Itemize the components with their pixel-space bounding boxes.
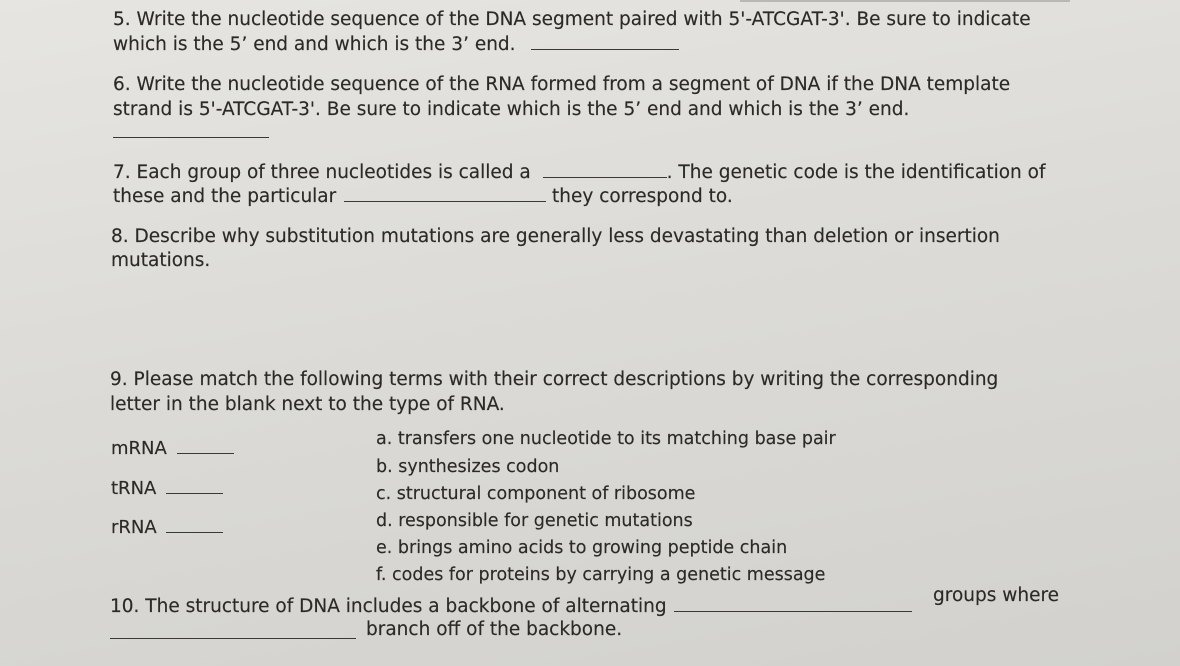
q7-amino-acids-blank[interactable]	[344, 185, 546, 202]
q7-part3: these and the particular	[113, 186, 337, 207]
q5-answer-blank[interactable]	[531, 33, 679, 50]
term-label: rRNA	[111, 517, 157, 538]
q9-line2: letter in the blank next to the type of RNA.	[110, 394, 505, 415]
q7-line2	[113, 185, 733, 208]
q9-term-mrna	[111, 437, 234, 460]
q8-line1: 8. Describe why substitution mutations are generally less devastating than deletion or insertion	[111, 226, 1000, 247]
q9-term-trna	[111, 477, 223, 500]
q10-part2: groups where	[933, 585, 1060, 606]
q10-part3: branch off of the backbone.	[366, 619, 623, 640]
q9-option-a: a. transfers one nucleotide to its matching base pair	[376, 429, 836, 449]
q9-option-b: b. synthesizes codon	[376, 457, 560, 477]
q10-line1	[110, 595, 912, 618]
q10-backbone-blank[interactable]	[674, 595, 912, 612]
q9-option-d: d. responsible for genetic mutations	[376, 511, 693, 531]
q5-line1: 5. Write the nucleotide sequence of the DNA segment paired with 5'-ATCGAT-3'. Be sure to indicate	[113, 9, 1031, 30]
q6-answer-blank[interactable]	[113, 136, 269, 138]
q9-option-e: e. brings amino acids to growing peptide chain	[376, 538, 788, 558]
q10-bases-blank[interactable]	[110, 637, 356, 639]
trna-answer-blank[interactable]	[166, 477, 223, 494]
q7-part4: they correspond to.	[552, 186, 733, 207]
q10-part1: 10. The structure of DNA includes a backbone of alternating	[110, 596, 667, 617]
q9-option-c: c. structural component of ribosome	[376, 484, 696, 504]
page-edge-shadow	[740, 0, 1070, 2]
mrna-answer-blank[interactable]	[177, 437, 234, 454]
term-label: mRNA	[111, 438, 167, 459]
q7-codon-blank[interactable]	[543, 161, 667, 178]
q5-line2-wrap	[113, 33, 679, 56]
q9-term-rrna	[111, 516, 223, 539]
q8-line2: mutations.	[111, 250, 211, 271]
q7-part2: . The genetic code is the identification of	[666, 162, 1046, 183]
q9-option-f: f. codes for proteins by carrying a genetic message	[376, 565, 826, 585]
term-label: tRNA	[111, 478, 157, 499]
q7-line1	[113, 161, 1046, 184]
q7-part1: 7. Each group of three nucleotides is called a	[113, 162, 531, 183]
q9-line1: 9. Please match the following terms with their correct descriptions by writing the corresponding	[110, 369, 999, 390]
rrna-answer-blank[interactable]	[166, 516, 223, 533]
q6-line2: strand is 5'-ATCGAT-3'. Be sure to indicate which is the 5’ end and which is the 3’ end.	[113, 99, 910, 120]
q5-line2: which is the 5’ end and which is the 3’ end.	[113, 34, 516, 55]
q6-line1: 6. Write the nucleotide sequence of the RNA formed from a segment of DNA if the DNA template	[113, 74, 1011, 95]
